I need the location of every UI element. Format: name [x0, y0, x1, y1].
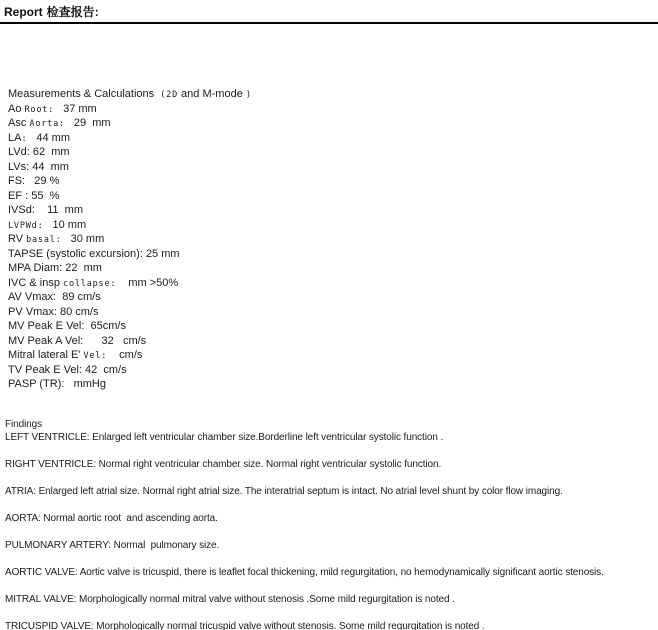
measurement-segment-post: mm >50%	[122, 276, 179, 289]
measurement-segment-small: collapse:	[63, 278, 123, 289]
report-title-colon: :	[94, 5, 99, 19]
measurement-segment-pre: AV Vmax: 89 cm/s	[8, 291, 101, 303]
measurements-title-paren: )	[245, 90, 252, 100]
measurement-segment-pre: EF : 55 %	[8, 189, 60, 202]
finding-paragraph: LEFT VENTRICLE: Enlarged left ventricular chamber size.Borderline left ventricular systolic function .	[5, 432, 444, 443]
measurement-segment-small: :	[21, 133, 34, 144]
measurement-segment-small: Vel:	[83, 351, 114, 361]
measurement-segment-pre: RV	[8, 233, 27, 245]
report-title-en: Report	[4, 5, 43, 19]
measurement-segment-post: 29 mm	[70, 117, 111, 129]
measurement-segment-small: Aorta:	[29, 119, 71, 129]
measurement-row	[8, 262, 658, 277]
measurements-section-title	[8, 88, 658, 103]
measurement-segment-post: 44 mm	[33, 131, 70, 144]
measurement-row	[8, 161, 658, 176]
finding-paragraph: MITRAL VALVE: Morphologically normal mitral valve without stenosis .Some mild regurgitation is noted .	[5, 594, 455, 605]
finding-paragraph: TRICUSPID VALVE: Morphologically normal tricuspid valve without stenosis. Some mild regurgitation is noted .	[5, 621, 485, 630]
report-header	[0, 0, 658, 19]
measurement-row	[8, 204, 658, 219]
measurement-segment-small: basal:	[26, 235, 68, 245]
measurement-row	[8, 306, 658, 321]
measurement-segment-pre: MV Peak E Vel: 65cm/s	[8, 320, 126, 332]
measurement-segment-pre: MPA Diam: 22 mm	[8, 262, 102, 274]
measurement-row	[8, 190, 658, 205]
measurement-row	[8, 291, 658, 306]
report-title-zh: 检查报告	[46, 5, 95, 19]
measurement-row	[8, 335, 658, 350]
measurement-segment-pre: LA	[8, 131, 22, 144]
measurements-title-mode: and M-mode	[178, 88, 246, 100]
measurement-segment-post: 37 mm	[60, 102, 97, 115]
finding-paragraph: AORTIC VALVE: Aortic valve is tricuspid, there is leaflet focal thickening, mild regurgitation, no hemodynamically significant aortic stenosis.	[5, 567, 604, 578]
finding-paragraph: RIGHT VENTRICLE: Normal right ventricular chamber size. Normal right ventricular systolic function.	[5, 459, 442, 470]
measurement-segment-post: 10 mm	[49, 218, 87, 231]
measurement-row	[8, 378, 658, 393]
measurement-row	[8, 320, 658, 335]
measurement-segment-pre: IVC & insp	[8, 276, 64, 289]
measurements-title-mode-small: (2D	[160, 90, 178, 100]
header-divider	[0, 22, 658, 24]
measurement-segment-pre: LVd: 62 mm	[8, 146, 70, 158]
findings-title: Findings	[5, 418, 42, 430]
measurement-segment-pre: Asc	[8, 117, 30, 129]
measurement-segment-pre: TV Peak E Vel: 42 cm/s	[8, 363, 127, 376]
measurement-row	[8, 146, 658, 161]
measurement-row	[8, 132, 658, 147]
measurement-row	[8, 349, 658, 364]
measurement-row	[8, 117, 658, 132]
measurement-segment-pre: FS: 29 %	[8, 175, 60, 187]
measurement-segment-pre: Ao	[8, 102, 25, 115]
finding-paragraph: AORTA: Normal aortic root and ascending aorta.	[5, 513, 218, 524]
finding-paragraph: PULMONARY ARTERY: Normal pulmonary size.	[5, 540, 220, 551]
measurement-row	[8, 233, 658, 248]
measurement-row	[8, 277, 658, 292]
measurement-segment-pre: Mitral lateral E'	[8, 349, 84, 361]
measurement-row	[8, 103, 658, 118]
measurement-segment-small: Root:	[24, 104, 61, 115]
measurement-segment-pre: LVs: 44 mm	[8, 160, 69, 173]
measurement-segment-pre: MV Peak A Vel: 32 cm/s	[8, 334, 147, 347]
measurement-row	[8, 364, 658, 379]
measurement-row	[8, 175, 658, 190]
measurements-title-text: Measurements & Calculations	[8, 88, 161, 100]
findings-list	[5, 431, 654, 630]
measurement-segment-pre: TAPSE (systolic excursion): 25 mm	[8, 247, 180, 260]
measurement-segment-post: cm/s	[113, 349, 143, 361]
measurement-segment-post: 30 mm	[67, 233, 105, 245]
finding-paragraph: ATRIA: Enlarged left atrial size. Normal right atrial size. The interatrial septum is intact. No atrial level shunt by color flow imaging.	[5, 486, 563, 497]
measurements-section	[8, 88, 658, 393]
measurement-segment-pre: IVSd: 11 mm	[8, 204, 83, 216]
measurement-segment-small: LVPWd:	[8, 220, 50, 231]
measurement-row	[8, 248, 658, 263]
measurement-segment-pre: PV Vmax: 80 cm/s	[8, 305, 99, 318]
findings-section	[5, 418, 654, 630]
measurements-list	[8, 103, 658, 393]
measurement-row	[8, 219, 658, 234]
measurement-segment-pre: PASP (TR): mmHg	[8, 378, 106, 390]
